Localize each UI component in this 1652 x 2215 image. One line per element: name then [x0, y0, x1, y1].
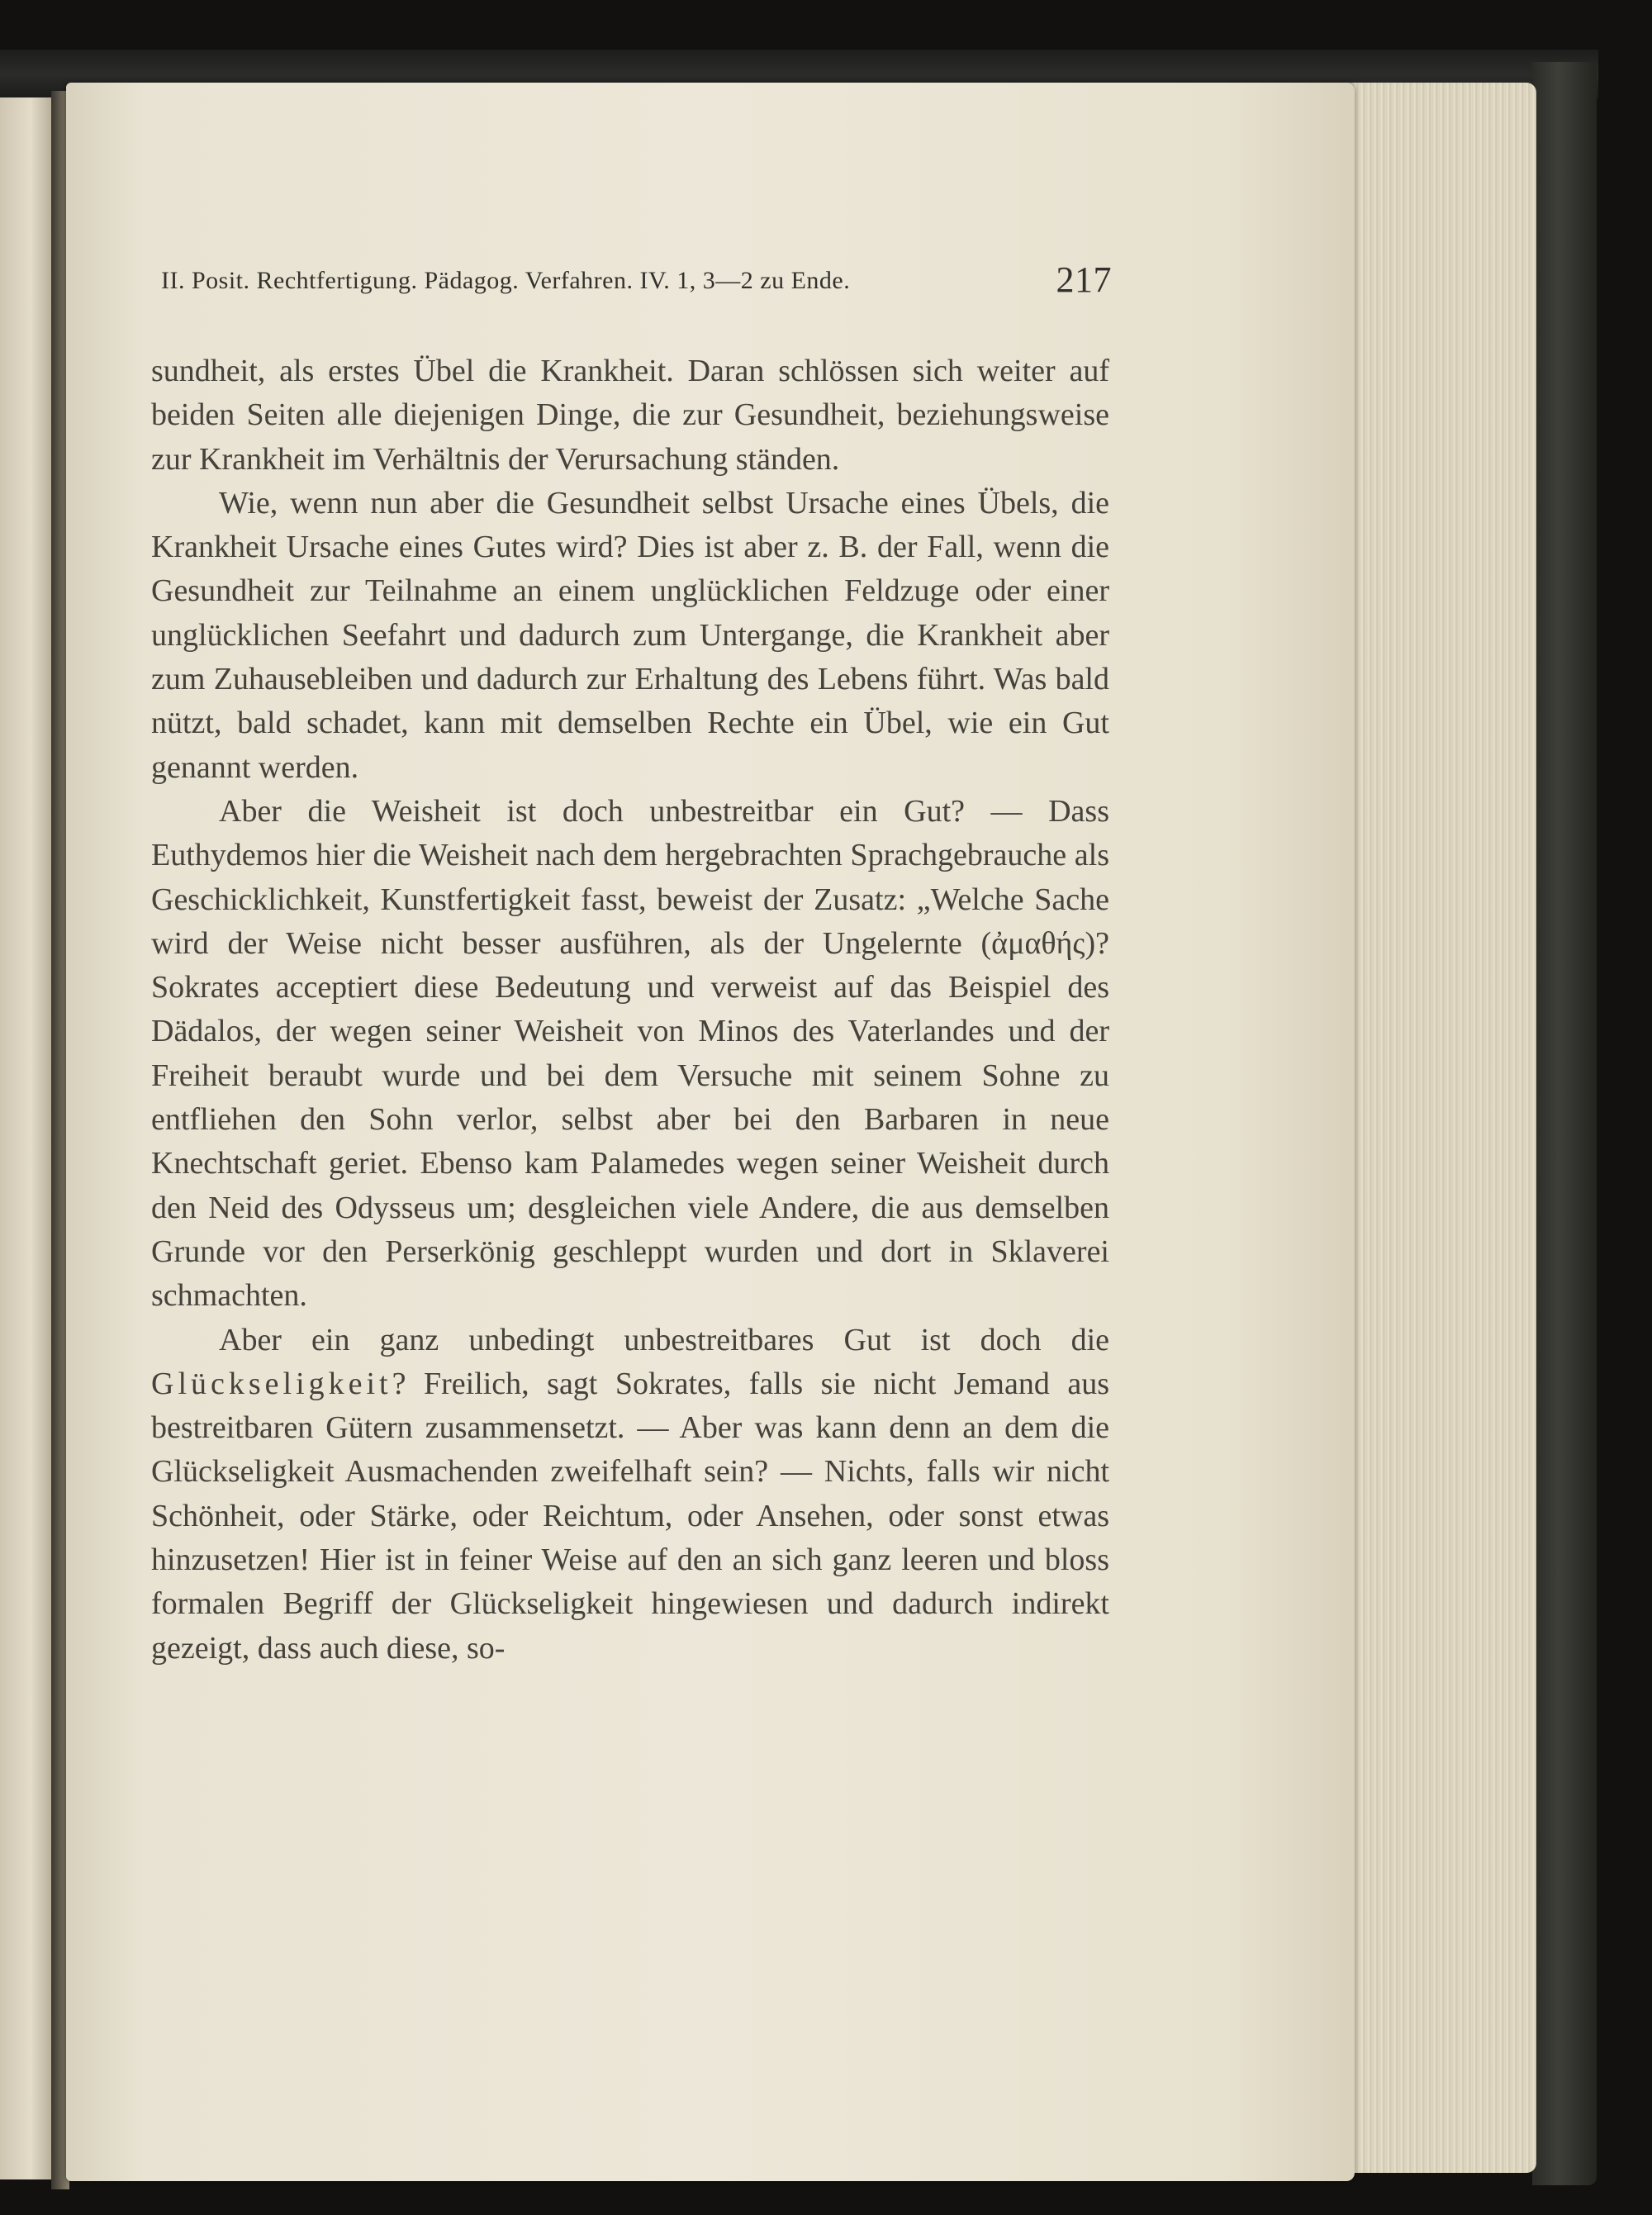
book-cover-edge: [1532, 62, 1597, 2185]
running-header: [151, 259, 1112, 303]
paragraph-2: Wie, wenn nun aber die Gesundheit selbst Ursache eines Übels, die Krankheit Ursache eines Gutes wird? Dies ist aber z. B. der Fall, wenn die Gesundheit zur Teilnahme an einem unglücklichen Feldzuge oder einer unglücklichen Seefahrt und dadurch zum Untergange, die Krankheit aber zum Zuhausebleiben und dadurch zur Erhaltung des Lebens führt. Was bald nützt, bald schadet, kann mit demselben Rechte ein Übel, wie ein Gut genannt werden.: [151, 485, 1109, 785]
paragraph-4: [151, 1319, 1109, 1671]
page-number: 217: [1056, 259, 1112, 300]
paragraph-1: sundheit, als erstes Übel die Krankheit. Daran schlössen sich weiter auf beiden Seiten alle diejenigen Dinge, die zur Gesundheit, beziehungsweise zur Krankheit im Verhältnis der Verursachung ständen.: [151, 354, 1109, 477]
paragraph-4-start: Aber ein ganz unbedingt unbestreitbares Gut ist doch die: [219, 1322, 1109, 1357]
page-content: [151, 259, 1112, 1671]
body-text: [151, 349, 1109, 1671]
emphasized-term: Glückseligkeit: [151, 1366, 392, 1401]
facing-page-edge: [0, 97, 53, 2179]
page-block-edge: [1346, 83, 1536, 2173]
paragraph-3: Aber die Weisheit ist doch unbestreitbar ein Gut? — Dass Euthydemos hier die Weisheit nach dem hergebrachten Sprachgebrauche als Geschicklichkeit, Kunstfertigkeit fasst, beweist der Zusatz: „Welche Sache wird der Weise nicht besser ausführen, als der Ungelernte (ἀμαθής)? Sokrates acceptiert diese Bedeutung und verweist auf das Beispiel des Dädalos, der wegen seiner Weisheit von Minos des Vaterlandes und der Freiheit beraubt wurde und bei dem Versuche mit seinem Sohne zu entfliehen den Sohn verlor, selbst aber bei den Barbaren in neue Knechtschaft geriet. Ebenso kam Palamedes wegen seiner Weisheit durch den Neid des Odysseus um; desgleichen viele Andere, die aus demselben Grunde vor den Perserkönig geschleppt wurden und dort in Sklaverei schmachten.: [151, 793, 1109, 1314]
running-title: II. Posit. Rechtfertigung. Pädagog. Verfahren. IV. 1, 3—2 zu Ende.: [161, 267, 851, 294]
paragraph-4-rest: ? Freilich, sagt Sokrates, falls sie nicht Jemand aus bestreitbaren Gütern zusammensetzt. — Aber was kann denn an dem die Glückseligkeit Ausmachenden zweifelhaft sein? — Nichts, falls wir nicht Schönheit, oder Stärke, oder Reichtum, oder Ansehen, oder sonst etwas hinzusetzen! Hier ist in feiner Weise auf den an sich ganz leeren und bloss formalen Begriff der Glückseligkeit hingewiesen und dadurch indirekt gezeigt, dass auch diese, so-: [151, 1366, 1109, 1666]
